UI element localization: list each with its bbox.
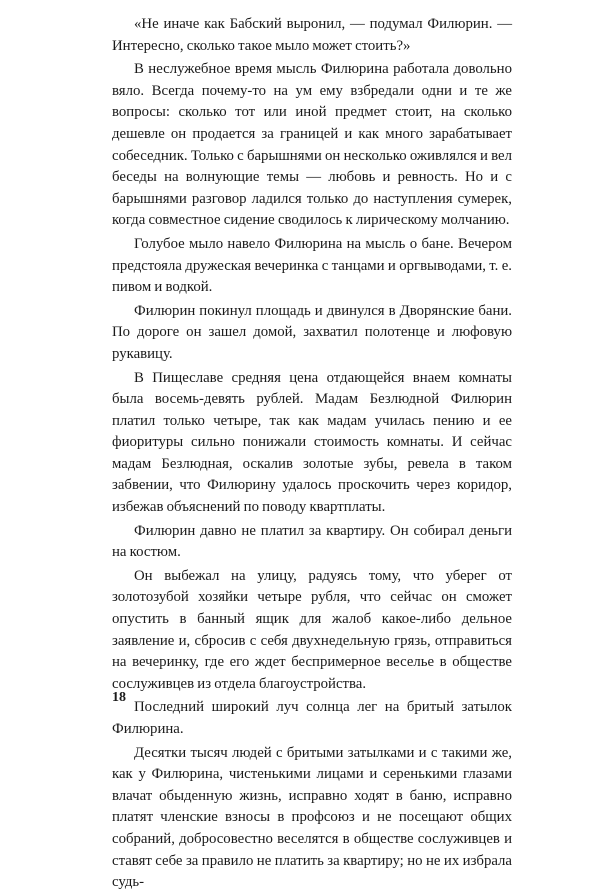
paragraph-9: Десятки тысяч людей с бритыми затылками и с такими же, как у Филюрина, чистенькими лицами и серенькими глазами влачат обыденную жизнь, исправно ходят в баню, исправно платят членские взносы в профсоюз и не посещают общих собраний, добросовестно веселятся в обществе сослуживцев и ставят себе за правило не платить за квартиру; но не их избрала судь-: [112, 744, 512, 891]
paragraph-7: Он выбежал на улицу, радуясь тому, что уберег от золотозубой хозяйки четыре рубля, что сейчас он сможет опустить в банный ящик для жалоб какое-либо дельное заявление и, сбросив с себя двухнедельную грязь, отправиться на вечеринку, где его ждет беспримерное веселье в обществе сослуживцев из отдела благоустройства.: [112, 567, 512, 692]
paragraph-4: Филюрин покинул площадь и двинулся в Дворянские бани. По дороге он зашел домой, захватил полотенце и люфовую рукавицу.: [112, 302, 512, 362]
paragraph-6: Филюрин давно не платил за квартиру. Он собирал деньги на костюм.: [112, 522, 512, 561]
paragraph-5: В Пищеславе средняя цена отдающейся внаем комнаты была восемь-девять рублей. Мадам Безлюдной Филюрин платил только четыре, так как мадам училась пению и ее фиоритуры сильно понижали стоимость комнаты. И сейчас мадам Безлюдная, оскалив золотые зубы, ревела в таком забвении, что Филюрину удалось проскочить через коридор, избежав объяснений по поводу квартплаты.: [112, 369, 512, 516]
paragraph-2: В неслужебное время мысль Филюрина работала довольно вяло. Всегда почему-то на ум ему взбредали одни и те же вопросы: сколько тот или иной предмет стоит, на сколько дешевле он продается за границей и как много зарабатывает собеседник. Только с барышнями он несколько оживлялся и вел беседы на волнующие темы — любовь и ревность. Но и с барышнями разговор ладился только до наступления сумерек, когда совместное сидение сводилось к лирическому молчанию.: [112, 61, 512, 229]
paragraph-8: Последний широкий луч солнца лег на бритый затылок Филюрина.: [112, 699, 512, 737]
page-number: 18: [112, 690, 126, 705]
body-text: [112, 14, 512, 896]
paragraph-3: Голубое мыло навело Филюрина на мысль о бане. Вечером предстояла дружеская вечеринка с танцами и оргвыводами, т. е. пивом и водкой.: [112, 235, 512, 296]
paragraph-1: «Не иначе как Бабский выронил, — подумал Филюрин. — Интересно, сколько такое мыло может стоить?»: [112, 16, 512, 54]
